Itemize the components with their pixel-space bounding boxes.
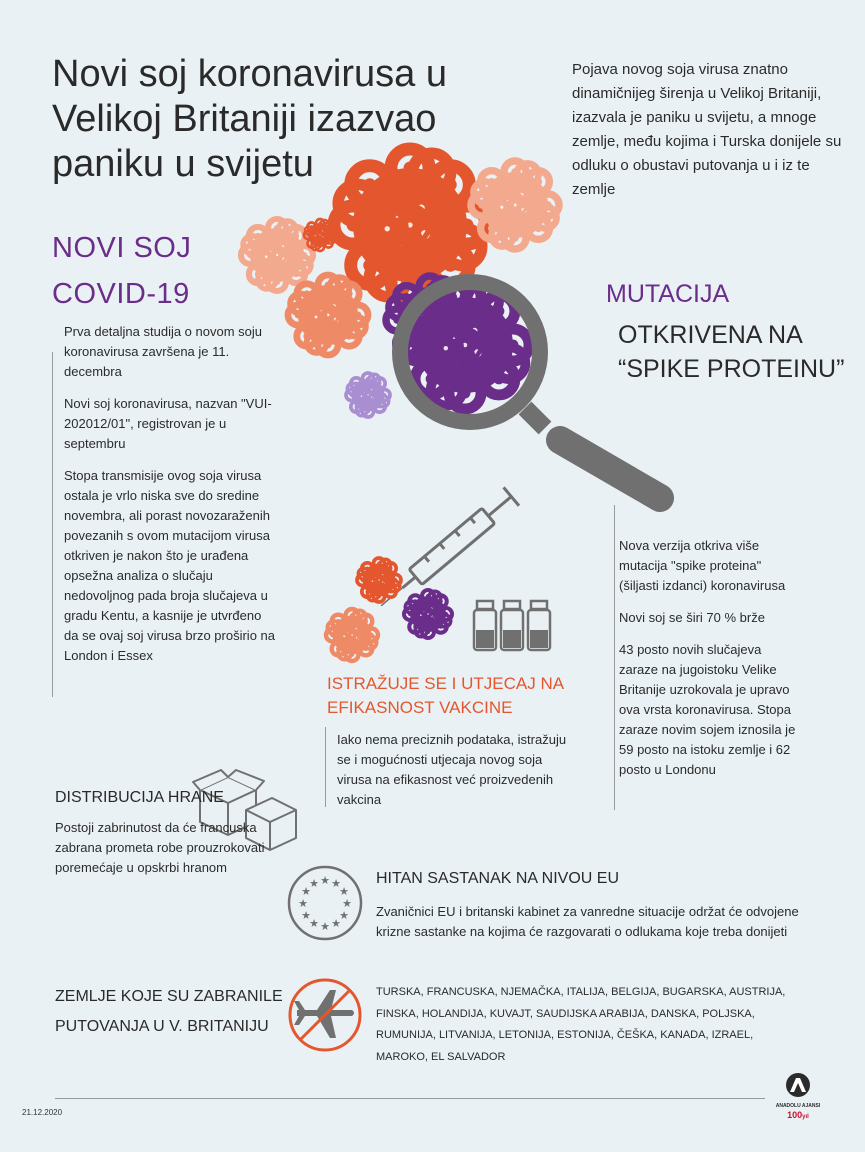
covid-heading: COVID-19 bbox=[52, 278, 190, 310]
svg-text:★: ★ bbox=[342, 897, 352, 910]
logo-years: 100yıl bbox=[787, 1110, 809, 1120]
paragraph: 43 posto novih slučajeva zaraze na jugoistoku Velike Britanije uzrokovala je upravo ova vrsta koronavirusa. Stopa zaraze novim sojem iznosila je 59 posto na istoku zemlje i 62 posto u Londonu bbox=[619, 642, 796, 777]
mutacija-heading: MUTACIJA bbox=[606, 280, 730, 308]
paragraph: Nova verzija otkriva više mutacija "spike proteina" (šiljasti izdanci) koronavirusa bbox=[619, 538, 786, 593]
anadolu-logo bbox=[770, 1072, 826, 1122]
novi-soj-heading: NOVI SOJ bbox=[52, 232, 192, 264]
svg-text:★: ★ bbox=[301, 885, 311, 898]
logo-text: ANADOLU AJANSI bbox=[775, 1103, 821, 1109]
footer-divider bbox=[55, 1098, 765, 1099]
paragraph: Novi soj se širi 70 % brže bbox=[619, 610, 765, 625]
intro-text: Pojava novog soja virusa znatno dinamičnijeg širenja u Velikoj Britaniji, izazvala je paniku u svijetu, a mnoge zemlje, među kojima i Turska donijele su odluku o obustavi putovanja u i iz te zemlje bbox=[572, 61, 842, 198]
svg-text:★: ★ bbox=[339, 909, 349, 922]
countries-list: TURSKA, FRANCUSKA, NJEMAČKA, ITALIJA, BELGIJA, BUGARSKA, AUSTRIJA, FINSKA, HOLANDIJA, KUVAJT, SAUDIJSKA ARABIJA, DANSKA, POLJSKA, RUMUNIJA, LITVANIJA, LETONIJA, ESTONIJA, ČEŠKA, KANADA, IZRAEL, MAROKO, EL SALVADOR bbox=[376, 986, 786, 1063]
svg-text:★: ★ bbox=[339, 885, 349, 898]
svg-text:★: ★ bbox=[301, 909, 311, 922]
paragraph: Stopa transmisije ovog soja virusa ostala je vrlo niska sve do sredine novembra, ali porast novozaraženih povezanih s ovom mutacijom virusa otkriven je nakon što je urađena opsežna analiza o slučaju nedovoljnog pada broja slučajeva u gradu Kentu, a kasnije je utvrđeno da se ovaj soj virusa brzo proširio na London i Essex bbox=[64, 468, 275, 663]
mutacija-subheading: OTKRIVENA NA “SPIKE PROTEINU” bbox=[618, 321, 845, 383]
footer-date: 21.12.2020 bbox=[22, 1108, 63, 1117]
paragraph: Novi soj koronavirusa, nazvan "VUI-202012/01", registrovan je u septembru bbox=[64, 396, 272, 451]
zemlje-heading-line2: PUTOVANJA U V. BRITANIJU bbox=[55, 1018, 269, 1035]
svg-text:★: ★ bbox=[320, 920, 330, 933]
svg-text:★: ★ bbox=[309, 917, 319, 930]
svg-text:★: ★ bbox=[331, 877, 341, 890]
vakcina-text: Iako nema preciznih podataka, istražuju se i mogućnosti utjecaja novog soja virusa na efikasnost već proizvedenih vakcina bbox=[337, 732, 567, 807]
svg-text:★: ★ bbox=[320, 874, 330, 887]
svg-text:★: ★ bbox=[331, 917, 341, 930]
eu-heading: HITAN SASTANAK NA NIVOU EU bbox=[376, 870, 620, 887]
page-title: Novi soj koronavirusa u Velikoj Britaniji izazvao paniku u svijetu bbox=[52, 53, 447, 185]
svg-text:★: ★ bbox=[298, 897, 308, 910]
svg-text:★: ★ bbox=[309, 877, 319, 890]
vakcina-heading: ISTRAŽUJE SE I UTJECAJ NA EFIKASNOST VAKCINE bbox=[327, 674, 564, 717]
distribucija-text: Postoji zabrinutost da će francuska zabrana prometa robe prouzrokovati poremećaje u opskrbi hranom bbox=[55, 820, 265, 875]
eu-text: Zvaničnici EU i britanski kabinet za vanredne situacije održat će odvojene krizne sastanke na kojima će razgovarati o odlukama koje treba donijeti bbox=[376, 904, 799, 939]
zemlje-heading-line1: ZEMLJE KOJE SU ZABRANILE bbox=[55, 988, 283, 1005]
distribucija-heading: DISTRIBUCIJA HRANE bbox=[55, 789, 224, 806]
paragraph: Prva detaljna studija o novom soju koronavirusa završena je 11. decembra bbox=[64, 324, 263, 379]
